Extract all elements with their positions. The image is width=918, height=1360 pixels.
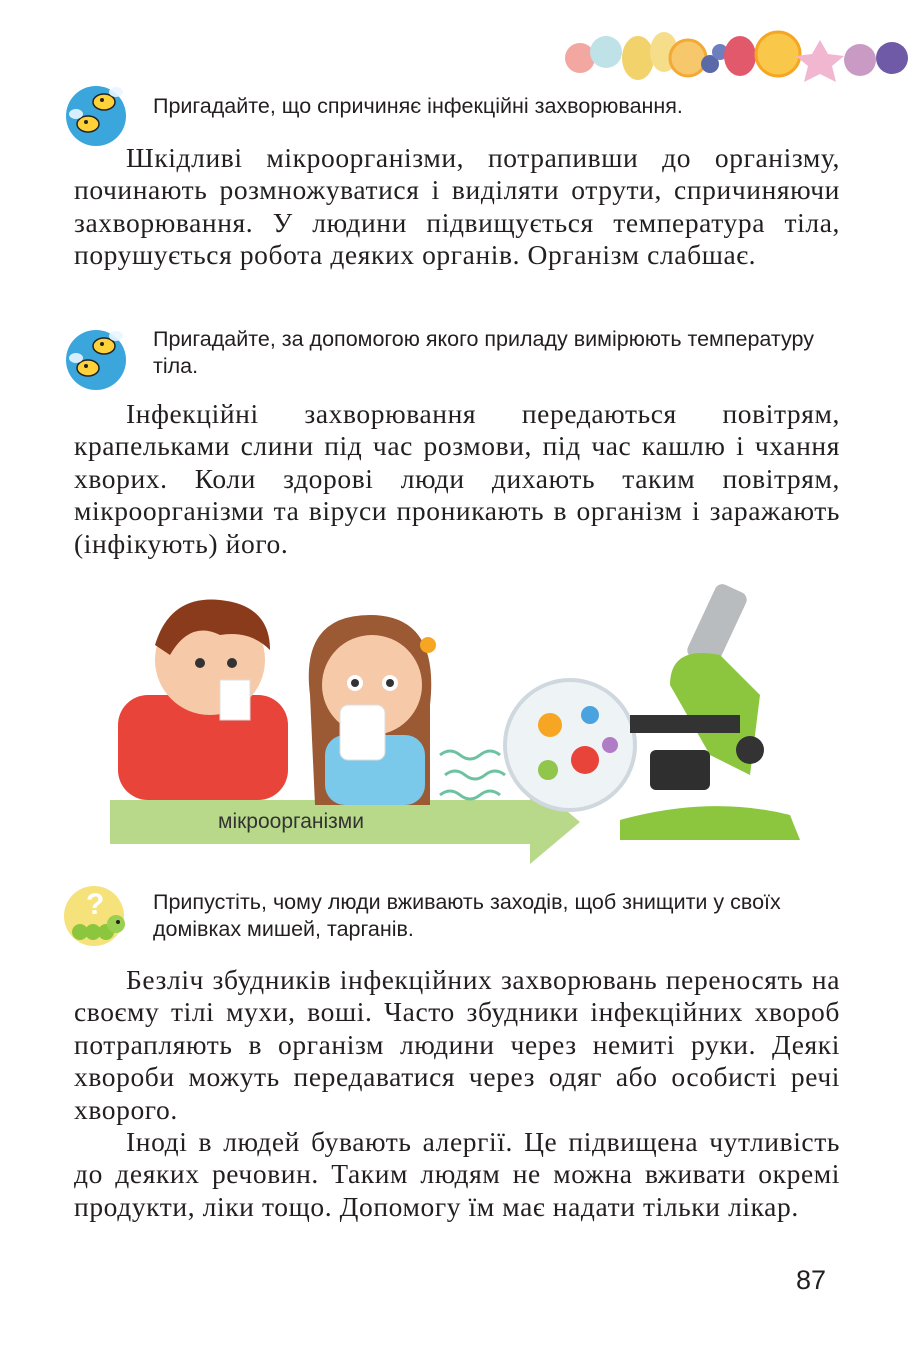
paragraph-text: Інфекційні захворювання передаються повітрям, крапельками слини під час розмови, під час кашлю і чхання хворих. Коли здорові люди дихають таким повітрям, мікроорганізми та віруси проникають в організм і заражають (інфікують) його.	[74, 398, 840, 559]
microbes-magnified	[505, 680, 635, 810]
fruits-decoration	[560, 22, 918, 84]
illustration-infection-spread	[110, 575, 840, 865]
paragraph-text: Шкідливі мікроорганізми, потрапивши до організму, починають розмножуватися і виділяти отрути, спричиняючи захворювання. У людини підвищується температура тіла, порушується робота деяких органів. Організм слабшає.	[74, 142, 840, 271]
arrow-label: мікроорганізми	[218, 810, 364, 833]
svg-text:?: ?	[86, 888, 105, 921]
prompt-thermometer: Пригадайте, за допомогою якого приладу вимірюють температуру тіла.	[153, 327, 814, 378]
bees-icon	[62, 78, 134, 150]
boy-figure	[118, 600, 288, 800]
paragraph-microorganisms	[74, 142, 840, 272]
paragraph-carriers	[74, 964, 840, 1223]
paragraph-text: Іноді в людей бувають алергії. Це підвищена чутливість до деяких речовин. Таким людям не можна вживати окремі продукти, ліки тощо. Допомогу їм має надати тільки лікар.	[74, 1126, 840, 1222]
page-number: 87	[796, 1265, 827, 1295]
prompt-infection-causes: Пригадайте, що спричиняє інфекційні захворювання.	[153, 94, 683, 118]
prompt-pests: Припустіть, чому люди вживають заходів, щоб знищити у своїх домівках мишей, тарганів.	[153, 890, 781, 941]
girl-figure	[309, 615, 436, 805]
question-caterpillar-icon	[60, 880, 132, 952]
microscope	[620, 582, 800, 840]
paragraph-text: Безліч збудників інфекційних захворювань переносять на своєму тілі мухи, воші. Часто збудники інфекційних хвороб потрапляють в організм людини через немиті руки. Деякі хвороби можуть передаватися через одяг або особисті речі хворого.	[74, 964, 840, 1125]
paragraph-transmission	[74, 398, 840, 560]
breath-waves	[440, 751, 505, 799]
bees-icon	[62, 322, 134, 394]
